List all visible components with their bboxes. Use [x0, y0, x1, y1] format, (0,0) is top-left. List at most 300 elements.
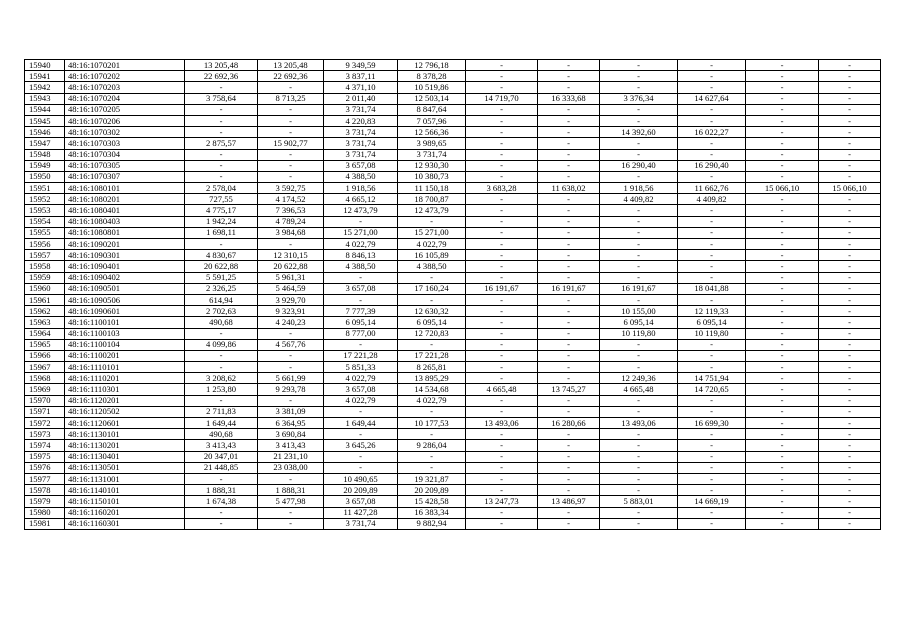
cadastral-number-cell: 48:16:1130501 — [65, 462, 185, 473]
row-number-cell: 15942 — [25, 82, 65, 93]
value-cell: - — [819, 194, 881, 205]
value-cell: 9 293,78 — [258, 384, 324, 395]
table-body — [25, 60, 881, 530]
value-cell: - — [819, 283, 881, 294]
value-cell: 10 380,73 — [398, 171, 466, 182]
value-cell: 3 381,09 — [258, 406, 324, 417]
table-row — [25, 149, 881, 160]
value-cell: - — [746, 429, 819, 440]
value-cell: - — [819, 507, 881, 518]
value-cell: - — [185, 518, 258, 529]
value-cell: - — [398, 406, 466, 417]
value-cell: 15 428,58 — [398, 496, 466, 507]
cadastral-number-cell: 48:16:1150101 — [65, 496, 185, 507]
value-cell: - — [819, 317, 881, 328]
value-cell: 11 638,02 — [538, 183, 600, 194]
value-cell: 1 649,44 — [185, 418, 258, 429]
cadastral-number-cell: 48:16:1100104 — [65, 339, 185, 350]
value-cell: - — [258, 171, 324, 182]
value-cell: 1 888,31 — [185, 485, 258, 496]
value-cell: - — [398, 429, 466, 440]
value-cell: - — [466, 462, 538, 473]
value-cell: - — [538, 60, 600, 71]
value-cell: 21 231,10 — [258, 451, 324, 462]
value-cell: - — [746, 473, 819, 484]
value-cell: - — [746, 239, 819, 250]
value-cell: 12 310,15 — [258, 250, 324, 261]
value-cell: 5 477,98 — [258, 496, 324, 507]
value-cell: - — [819, 115, 881, 126]
value-cell: - — [466, 440, 538, 451]
value-cell: 10 490,65 — [324, 473, 398, 484]
value-cell: - — [678, 485, 746, 496]
row-number-cell: 15953 — [25, 205, 65, 216]
value-cell: - — [819, 440, 881, 451]
value-cell: 12 630,32 — [398, 306, 466, 317]
value-cell: - — [538, 250, 600, 261]
value-cell: 13 493,06 — [600, 418, 678, 429]
value-cell: - — [324, 272, 398, 283]
table-row — [25, 227, 881, 238]
value-cell: - — [538, 440, 600, 451]
value-cell: - — [746, 138, 819, 149]
value-cell: 9 286,04 — [398, 440, 466, 451]
value-cell: 490,68 — [185, 429, 258, 440]
value-cell: - — [538, 350, 600, 361]
cadastral-number-cell: 48:16:1090506 — [65, 294, 185, 305]
cadastral-number-cell: 48:16:1070304 — [65, 149, 185, 160]
table-row — [25, 362, 881, 373]
value-cell: 3 929,70 — [258, 294, 324, 305]
value-cell: 5 591,25 — [185, 272, 258, 283]
value-cell: - — [678, 171, 746, 182]
value-cell: - — [600, 261, 678, 272]
value-cell: - — [819, 71, 881, 82]
value-cell: 4 567,76 — [258, 339, 324, 350]
table-row — [25, 171, 881, 182]
value-cell: - — [600, 104, 678, 115]
value-cell: - — [600, 451, 678, 462]
value-cell: 6 095,14 — [398, 317, 466, 328]
value-cell: - — [678, 60, 746, 71]
value-cell: 11 427,28 — [324, 507, 398, 518]
value-cell: 11 150,18 — [398, 183, 466, 194]
value-cell: - — [538, 239, 600, 250]
value-cell: - — [538, 507, 600, 518]
value-cell: - — [678, 429, 746, 440]
value-cell: - — [600, 429, 678, 440]
row-number-cell: 15981 — [25, 518, 65, 529]
cadastral-number-cell: 48:16:1070201 — [65, 60, 185, 71]
value-cell: - — [746, 440, 819, 451]
value-cell: - — [678, 507, 746, 518]
table-row — [25, 60, 881, 71]
row-number-cell: 15958 — [25, 261, 65, 272]
value-cell: - — [185, 239, 258, 250]
cadastral-number-cell: 48:16:1070302 — [65, 127, 185, 138]
value-cell: 4 665,48 — [466, 384, 538, 395]
value-cell: - — [819, 306, 881, 317]
value-cell: 5 961,31 — [258, 272, 324, 283]
value-cell: 4 665,48 — [600, 384, 678, 395]
value-cell: 3 731,74 — [324, 104, 398, 115]
value-cell: - — [600, 149, 678, 160]
value-cell: - — [746, 216, 819, 227]
value-cell: - — [819, 205, 881, 216]
cadastral-number-cell: 48:16:1090201 — [65, 239, 185, 250]
value-cell: - — [819, 362, 881, 373]
cadastral-number-cell: 48:16:1080403 — [65, 216, 185, 227]
value-cell: 13 486,97 — [538, 496, 600, 507]
value-cell: - — [678, 518, 746, 529]
value-cell: - — [678, 451, 746, 462]
value-cell: - — [600, 272, 678, 283]
value-cell: - — [746, 194, 819, 205]
value-cell: - — [678, 115, 746, 126]
value-cell: - — [746, 451, 819, 462]
value-cell: - — [538, 395, 600, 406]
value-cell: - — [678, 138, 746, 149]
value-cell: - — [600, 227, 678, 238]
value-cell: - — [398, 339, 466, 350]
row-number-cell: 15946 — [25, 127, 65, 138]
value-cell: 3 376,34 — [600, 93, 678, 104]
value-cell: 16 191,67 — [600, 283, 678, 294]
value-cell: 1 698,11 — [185, 227, 258, 238]
value-cell: - — [466, 60, 538, 71]
value-cell: 6 095,14 — [600, 317, 678, 328]
value-cell: - — [324, 339, 398, 350]
value-cell: 4 371,10 — [324, 82, 398, 93]
value-cell: 19 321,87 — [398, 473, 466, 484]
value-cell: - — [185, 362, 258, 373]
value-cell: 6 095,14 — [678, 317, 746, 328]
value-cell: 16 290,40 — [678, 160, 746, 171]
value-cell: - — [600, 350, 678, 361]
table-row — [25, 373, 881, 384]
cadastral-number-cell: 48:16:1090301 — [65, 250, 185, 261]
value-cell: - — [466, 261, 538, 272]
value-cell: - — [466, 205, 538, 216]
value-cell: - — [600, 294, 678, 305]
cadastral-number-cell: 48:16:1140101 — [65, 485, 185, 496]
value-cell: - — [819, 127, 881, 138]
row-number-cell: 15976 — [25, 462, 65, 473]
row-number-cell: 15962 — [25, 306, 65, 317]
value-cell: - — [746, 294, 819, 305]
value-cell: 17 160,24 — [398, 283, 466, 294]
value-cell: - — [324, 294, 398, 305]
value-cell: - — [600, 518, 678, 529]
value-cell: 7 777,39 — [324, 306, 398, 317]
value-cell: 20 347,01 — [185, 451, 258, 462]
value-cell: 12 566,36 — [398, 127, 466, 138]
value-cell: 4 240,23 — [258, 317, 324, 328]
value-cell: - — [600, 485, 678, 496]
value-cell: - — [538, 71, 600, 82]
value-cell: - — [398, 451, 466, 462]
value-cell: - — [258, 160, 324, 171]
value-cell: - — [600, 171, 678, 182]
value-cell: 3 645,26 — [324, 440, 398, 451]
value-cell: 13 205,48 — [185, 60, 258, 71]
value-cell: 22 692,36 — [258, 71, 324, 82]
value-cell: - — [678, 406, 746, 417]
value-cell: 5 851,33 — [324, 362, 398, 373]
value-cell: 5 464,59 — [258, 283, 324, 294]
value-cell: 3 731,74 — [324, 138, 398, 149]
table-row — [25, 194, 881, 205]
value-cell: 2 011,40 — [324, 93, 398, 104]
value-cell: 13 895,29 — [398, 373, 466, 384]
value-cell: - — [819, 339, 881, 350]
row-number-cell: 15941 — [25, 71, 65, 82]
value-cell: - — [678, 294, 746, 305]
value-cell: 8 777,00 — [324, 328, 398, 339]
table-row — [25, 485, 881, 496]
value-cell: 15 271,00 — [324, 227, 398, 238]
value-cell: - — [538, 115, 600, 126]
cadastral-number-cell: 48:16:1100201 — [65, 350, 185, 361]
value-cell: 3 592,75 — [258, 183, 324, 194]
value-cell: 20 622,88 — [185, 261, 258, 272]
value-cell: - — [678, 395, 746, 406]
value-cell: - — [185, 507, 258, 518]
row-number-cell: 15972 — [25, 418, 65, 429]
cadastral-number-cell: 48:16:1160301 — [65, 518, 185, 529]
value-cell: 1 674,38 — [185, 496, 258, 507]
value-cell: - — [746, 149, 819, 160]
table-row — [25, 462, 881, 473]
cadastral-number-cell: 48:16:1080101 — [65, 183, 185, 194]
table-row — [25, 250, 881, 261]
value-cell: - — [258, 362, 324, 373]
value-cell: - — [746, 384, 819, 395]
value-cell: - — [819, 216, 881, 227]
value-cell: 3 413,43 — [185, 440, 258, 451]
value-cell: - — [538, 82, 600, 93]
table-row — [25, 339, 881, 350]
value-cell: - — [538, 462, 600, 473]
value-cell: - — [538, 194, 600, 205]
value-cell: - — [324, 462, 398, 473]
value-cell: 4 220,83 — [324, 115, 398, 126]
value-cell: - — [819, 261, 881, 272]
cadastral-number-cell: 48:16:1110301 — [65, 384, 185, 395]
value-cell: 10 155,00 — [600, 306, 678, 317]
value-cell: - — [538, 261, 600, 272]
value-cell: 1 942,24 — [185, 216, 258, 227]
value-cell: 14 751,94 — [678, 373, 746, 384]
value-cell: 2 326,25 — [185, 283, 258, 294]
value-cell: 22 692,36 — [185, 71, 258, 82]
row-number-cell: 15977 — [25, 473, 65, 484]
value-cell: 15 066,10 — [746, 183, 819, 194]
value-cell: 13 493,06 — [466, 418, 538, 429]
value-cell: 10 119,80 — [678, 328, 746, 339]
table-row — [25, 451, 881, 462]
value-cell: - — [538, 373, 600, 384]
value-cell: - — [185, 127, 258, 138]
table-row — [25, 418, 881, 429]
value-cell: - — [819, 272, 881, 283]
cadastral-number-cell: 48:16:1130401 — [65, 451, 185, 462]
value-cell: 3 657,08 — [324, 160, 398, 171]
value-cell: 15 902,77 — [258, 138, 324, 149]
value-cell: - — [538, 406, 600, 417]
value-cell: - — [538, 429, 600, 440]
value-cell: 17 221,28 — [324, 350, 398, 361]
value-cell: 4 409,82 — [600, 194, 678, 205]
value-cell: - — [466, 216, 538, 227]
value-cell: 4 388,50 — [324, 171, 398, 182]
value-cell: - — [466, 294, 538, 305]
cadastral-number-cell: 48:16:1160201 — [65, 507, 185, 518]
value-cell: - — [819, 93, 881, 104]
value-cell: - — [185, 350, 258, 361]
table-row — [25, 239, 881, 250]
value-cell: - — [538, 317, 600, 328]
value-cell: 20 209,89 — [398, 485, 466, 496]
value-cell: - — [538, 451, 600, 462]
value-cell: 20 209,89 — [324, 485, 398, 496]
value-cell: 5 661,99 — [258, 373, 324, 384]
value-cell: - — [466, 339, 538, 350]
value-cell: - — [258, 127, 324, 138]
value-cell: - — [819, 82, 881, 93]
row-number-cell: 15971 — [25, 406, 65, 417]
value-cell: 9 323,91 — [258, 306, 324, 317]
value-cell: 2 875,57 — [185, 138, 258, 149]
value-cell: 15 066,10 — [819, 183, 881, 194]
row-number-cell: 15960 — [25, 283, 65, 294]
row-number-cell: 15980 — [25, 507, 65, 518]
value-cell: - — [538, 306, 600, 317]
value-cell: - — [600, 115, 678, 126]
value-cell: - — [678, 71, 746, 82]
value-cell: - — [466, 82, 538, 93]
value-cell: - — [258, 149, 324, 160]
cadastral-number-cell: 48:16:1110101 — [65, 362, 185, 373]
value-cell: - — [185, 149, 258, 160]
value-cell: 13 247,73 — [466, 496, 538, 507]
value-cell: - — [678, 339, 746, 350]
value-cell: 16 022,27 — [678, 127, 746, 138]
value-cell: - — [258, 395, 324, 406]
row-number-cell: 15952 — [25, 194, 65, 205]
value-cell: 6 364,95 — [258, 418, 324, 429]
value-cell: 12 249,36 — [600, 373, 678, 384]
value-cell: - — [258, 518, 324, 529]
value-cell: - — [819, 239, 881, 250]
value-cell: - — [746, 406, 819, 417]
row-number-cell: 15954 — [25, 216, 65, 227]
table-row — [25, 429, 881, 440]
value-cell: - — [678, 462, 746, 473]
value-cell: - — [746, 160, 819, 171]
value-cell: 3 657,08 — [324, 384, 398, 395]
value-cell: - — [324, 406, 398, 417]
cadastral-number-cell: 48:16:1070204 — [65, 93, 185, 104]
cadastral-number-cell: 48:16:1120502 — [65, 406, 185, 417]
value-cell: - — [538, 339, 600, 350]
value-cell: - — [819, 485, 881, 496]
value-cell: - — [746, 317, 819, 328]
value-cell: 3 683,28 — [466, 183, 538, 194]
cadastral-value-table — [24, 59, 881, 530]
value-cell: - — [819, 373, 881, 384]
value-cell: 12 473,79 — [398, 205, 466, 216]
value-cell: 4 022,79 — [398, 239, 466, 250]
value-cell: 4 022,79 — [324, 395, 398, 406]
row-number-cell: 15967 — [25, 362, 65, 373]
table-row — [25, 272, 881, 283]
cadastral-number-cell: 48:16:1070202 — [65, 71, 185, 82]
table-row — [25, 395, 881, 406]
row-number-cell: 15978 — [25, 485, 65, 496]
value-cell: - — [538, 362, 600, 373]
value-cell: - — [324, 216, 398, 227]
value-cell: - — [466, 473, 538, 484]
row-number-cell: 15965 — [25, 339, 65, 350]
value-cell: 11 662,76 — [678, 183, 746, 194]
value-cell: - — [466, 406, 538, 417]
value-cell: - — [466, 115, 538, 126]
value-cell: - — [746, 272, 819, 283]
value-cell: 4 388,50 — [324, 261, 398, 272]
value-cell: - — [678, 440, 746, 451]
table-row — [25, 496, 881, 507]
value-cell: 14 719,70 — [466, 93, 538, 104]
cadastral-number-cell: 48:16:1120601 — [65, 418, 185, 429]
value-cell: - — [746, 205, 819, 216]
value-cell: - — [398, 272, 466, 283]
table-row — [25, 82, 881, 93]
table-row — [25, 294, 881, 305]
value-cell: - — [819, 60, 881, 71]
value-cell: 16 290,40 — [600, 160, 678, 171]
value-cell: 13 745,27 — [538, 384, 600, 395]
value-cell: - — [819, 328, 881, 339]
value-cell: - — [746, 395, 819, 406]
value-cell: - — [466, 250, 538, 261]
value-cell: - — [600, 406, 678, 417]
value-cell: 8 378,28 — [398, 71, 466, 82]
value-cell: 490,68 — [185, 317, 258, 328]
row-number-cell: 15959 — [25, 272, 65, 283]
value-cell: - — [466, 160, 538, 171]
value-cell: - — [746, 373, 819, 384]
value-cell: 14 720,65 — [678, 384, 746, 395]
value-cell: - — [538, 149, 600, 160]
value-cell: 16 333,68 — [538, 93, 600, 104]
value-cell: - — [600, 138, 678, 149]
value-cell: - — [600, 462, 678, 473]
value-cell: - — [819, 171, 881, 182]
value-cell: - — [678, 473, 746, 484]
value-cell: - — [258, 82, 324, 93]
cadastral-number-cell: 48:16:1070205 — [65, 104, 185, 115]
value-cell: - — [538, 171, 600, 182]
value-cell: - — [600, 216, 678, 227]
value-cell: - — [466, 451, 538, 462]
value-cell: - — [746, 60, 819, 71]
value-cell: 16 280,66 — [538, 418, 600, 429]
value-cell: - — [538, 216, 600, 227]
value-cell: - — [466, 350, 538, 361]
cadastral-number-cell: 48:16:1080201 — [65, 194, 185, 205]
table-row — [25, 473, 881, 484]
